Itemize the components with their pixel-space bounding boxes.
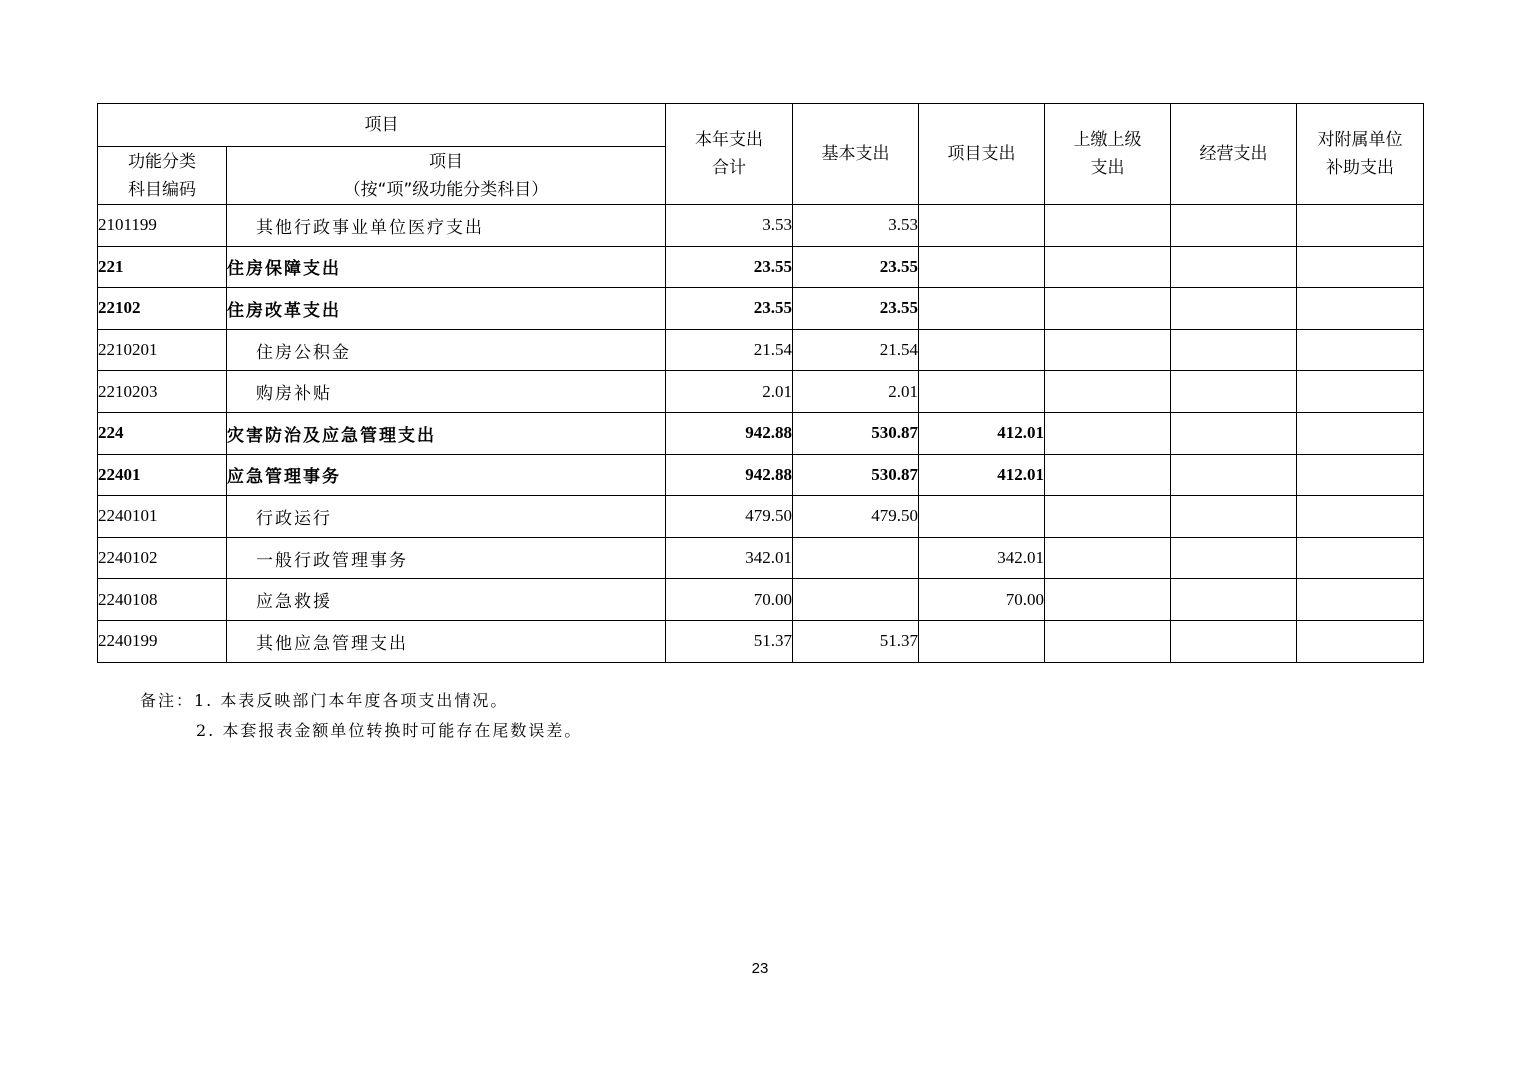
cell-code: 221: [98, 246, 227, 288]
table-row: [98, 329, 1424, 371]
cell-operating: [1171, 620, 1297, 662]
cell-basic: 479.50: [793, 496, 919, 538]
header-code-line2: 科目编码: [128, 179, 196, 200]
cell-total: 2.01: [666, 371, 793, 413]
expenditure-table: [97, 103, 1424, 663]
cell-operating: [1171, 537, 1297, 579]
table-row: [98, 371, 1424, 413]
table-notes: [140, 686, 582, 746]
header-item-group: 项目: [98, 104, 666, 147]
cell-operating: [1171, 246, 1297, 288]
cell-subsidy: [1297, 579, 1424, 621]
cell-basic: 530.87: [793, 454, 919, 496]
cell-total: 51.37: [666, 620, 793, 662]
table-row: [98, 454, 1424, 496]
cell-total: 479.50: [666, 496, 793, 538]
cell-code: 2240102: [98, 537, 227, 579]
cell-operating: [1171, 288, 1297, 330]
table-row: [98, 579, 1424, 621]
cell-subsidy: [1297, 288, 1424, 330]
cell-operating: [1171, 496, 1297, 538]
cell-name: 灾害防治及应急管理支出: [227, 412, 666, 454]
cell-total: 942.88: [666, 454, 793, 496]
cell-code: 22102: [98, 288, 227, 330]
table-row: [98, 412, 1424, 454]
header-item: [227, 147, 666, 205]
cell-remit: [1045, 537, 1171, 579]
header-subsidy: [1297, 104, 1424, 205]
cell-total: 70.00: [666, 579, 793, 621]
cell-name: 住房改革支出: [227, 288, 666, 330]
cell-code: 2210203: [98, 371, 227, 413]
table-header: [98, 104, 1424, 205]
cell-total: 3.53: [666, 205, 793, 247]
cell-name: 住房保障支出: [227, 246, 666, 288]
cell-name: 其他应急管理支出: [227, 620, 666, 662]
cell-subsidy: [1297, 454, 1424, 496]
cell-basic: 23.55: [793, 288, 919, 330]
cell-total: 342.01: [666, 537, 793, 579]
cell-code: 2240199: [98, 620, 227, 662]
cell-remit: [1045, 246, 1171, 288]
cell-code: 2101199: [98, 205, 227, 247]
cell-remit: [1045, 454, 1171, 496]
cell-remit: [1045, 371, 1171, 413]
cell-project: [919, 246, 1045, 288]
cell-subsidy: [1297, 246, 1424, 288]
cell-remit: [1045, 496, 1171, 538]
header-total-line1: 本年支出: [695, 130, 763, 150]
header-basic: 基本支出: [793, 104, 919, 205]
cell-code: 2240101: [98, 496, 227, 538]
cell-basic: [793, 537, 919, 579]
cell-basic: 530.87: [793, 412, 919, 454]
header-operating: 经营支出: [1171, 104, 1297, 205]
table-row: [98, 620, 1424, 662]
header-project: 项目支出: [919, 104, 1045, 205]
cell-name: 一般行政管理事务: [227, 537, 666, 579]
cell-basic: 21.54: [793, 329, 919, 371]
cell-project: [919, 620, 1045, 662]
table-body: [98, 205, 1424, 663]
cell-remit: [1045, 579, 1171, 621]
cell-remit: [1045, 329, 1171, 371]
cell-operating: [1171, 371, 1297, 413]
note-line-2: 2. 本套报表金额单位转换时可能存在尾数误差。: [196, 721, 583, 740]
header-total-line2: 合计: [712, 158, 746, 178]
cell-remit: [1045, 205, 1171, 247]
table-row: [98, 246, 1424, 288]
cell-project: [919, 329, 1045, 371]
cell-subsidy: [1297, 496, 1424, 538]
cell-code: 224: [98, 412, 227, 454]
header-remit-line2: 支出: [1090, 158, 1125, 178]
cell-subsidy: [1297, 620, 1424, 662]
cell-basic: 23.55: [793, 246, 919, 288]
table-row: [98, 205, 1424, 247]
cell-total: 942.88: [666, 412, 793, 454]
cell-project: 70.00: [919, 579, 1045, 621]
header-item-line1: 项目: [429, 151, 463, 172]
cell-name: 其他行政事业单位医疗支出: [227, 205, 666, 247]
cell-subsidy: [1297, 412, 1424, 454]
table-row: [98, 537, 1424, 579]
cell-project: 412.01: [919, 412, 1045, 454]
table-row: [98, 496, 1424, 538]
cell-basic: 3.53: [793, 205, 919, 247]
cell-project: 412.01: [919, 454, 1045, 496]
cell-basic: 2.01: [793, 371, 919, 413]
cell-name: 购房补贴: [227, 371, 666, 413]
cell-name: 行政运行: [227, 496, 666, 538]
cell-total: 23.55: [666, 288, 793, 330]
cell-basic: 51.37: [793, 620, 919, 662]
cell-operating: [1171, 412, 1297, 454]
cell-name: 应急救援: [227, 579, 666, 621]
cell-code: 22401: [98, 454, 227, 496]
table-row: [98, 288, 1424, 330]
cell-code: 2240108: [98, 579, 227, 621]
cell-operating: [1171, 454, 1297, 496]
cell-total: 23.55: [666, 246, 793, 288]
cell-remit: [1045, 620, 1171, 662]
cell-project: [919, 205, 1045, 247]
cell-project: [919, 288, 1045, 330]
cell-project: 342.01: [919, 537, 1045, 579]
cell-code: 2210201: [98, 329, 227, 371]
header-subsidy-line2: 补助支出: [1326, 158, 1394, 178]
cell-remit: [1045, 288, 1171, 330]
cell-project: [919, 371, 1045, 413]
cell-operating: [1171, 205, 1297, 247]
cell-name: 住房公积金: [227, 329, 666, 371]
cell-name: 应急管理事务: [227, 454, 666, 496]
cell-project: [919, 496, 1045, 538]
note-line-1: 备注：1. 本表反映部门本年度各项支出情况。: [140, 691, 509, 710]
header-subsidy-line1: 对附属单位: [1317, 130, 1403, 150]
cell-basic: [793, 579, 919, 621]
cell-remit: [1045, 412, 1171, 454]
header-code: [98, 147, 227, 205]
header-total: [666, 104, 793, 205]
cell-subsidy: [1297, 371, 1424, 413]
header-remit-line1: 上缴上级: [1073, 130, 1142, 150]
cell-subsidy: [1297, 537, 1424, 579]
cell-subsidy: [1297, 205, 1424, 247]
cell-operating: [1171, 579, 1297, 621]
header-remit: [1045, 104, 1171, 205]
cell-subsidy: [1297, 329, 1424, 371]
header-code-line1: 功能分类: [128, 151, 196, 172]
cell-operating: [1171, 329, 1297, 371]
page-number: 23: [751, 960, 769, 977]
header-item-line2: （按“项”级功能分类科目）: [343, 179, 549, 200]
cell-total: 21.54: [666, 329, 793, 371]
